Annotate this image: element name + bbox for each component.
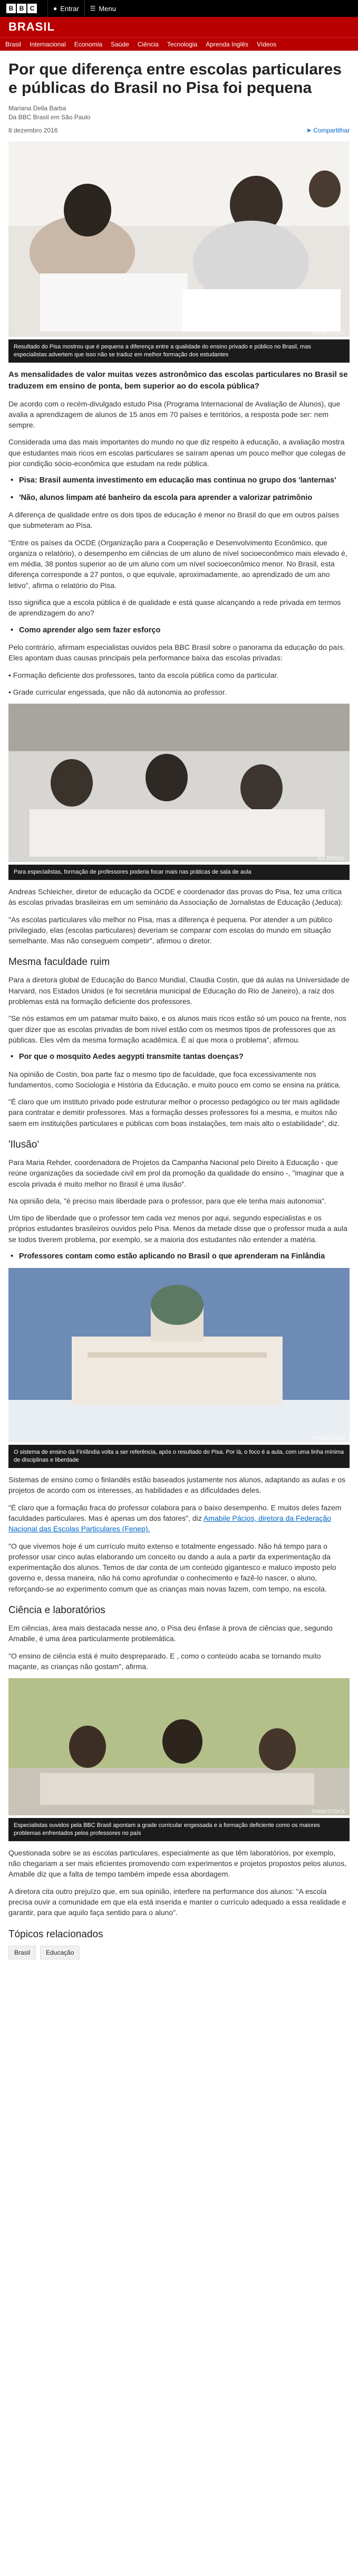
paragraph: Um tipo de liberdade que o professor tem cada vez menos por aqui, segundo especialistas e os próprios estudantes brasileiros ouvidos pelo Pisa. Menos da metade disse que o professor muda a aula se todos tiverem problema, por exemplo, se a maioria dos estudantes não entender a matéria.	[8, 1214, 347, 1244]
paragraph: "O que vivemos hoje é um currículo muito extenso e totalmente engessado. Não há tempo para o professor usar cinco aulas elaborando um conceito ou dando a aula a partir da experimentação da experimentação dos alunos. Temos de dar conta de um conteúdo gigantesco e maluco imposto pelo governo e, dessa maneira, não há como aprofundar o conhecimento e fazê-lo nascer, o aluno, reforçando-se ao experimento comum que as crianças mais novas fazem, com tempo, na escola.	[8, 1541, 336, 1593]
lead-paragraph: As mensalidades de valor muitas vezes astronômico das escolas particulares no Brasil se traduzem em ensino de ponta, bem superior ao do escola pública?	[8, 370, 348, 391]
subheading: Ciência e laboratórios	[8, 1605, 105, 1616]
menu-link[interactable]: Menu	[99, 4, 116, 13]
related-link[interactable]: • Como aprender algo sem fazer esforço	[8, 625, 350, 636]
figure	[8, 1678, 350, 1841]
author-source: Da BBC Brasil em São Paulo	[8, 113, 91, 121]
related-topics	[8, 1946, 350, 1959]
paragraph: Pelo contrário, afirmam especialistas ouvidos pela BBC Brasil sobre o panorama da educação do país. Eles apontam duas causas principais pela performance baixa das escolas privadas:	[8, 642, 345, 662]
related-link[interactable]: • Por que o mosquito Aedes aegypti transmite tantas doenças?	[8, 1052, 350, 1062]
nav-item[interactable]: Ciência	[137, 40, 159, 48]
share-label: Compartilhar	[313, 127, 350, 135]
paragraph: Na opinião de Costin, boa parte faz o mesmo tipo de faculdade, que foca excessivamente nos fundamentos, como Sociologia e História da Educação, e muito pouco em como se ensina na prática.	[8, 1069, 341, 1089]
hero-image	[8, 141, 350, 339]
photo-credit: THINKSTOCK	[311, 1809, 345, 1815]
divider	[47, 0, 48, 17]
paragraph: Sistemas de ensino como o finlandês estão baseados justamente nos alunos, adaptando as aulas e os projetos de acordo com os interesses, as habilidades e as dificuldades deles.	[8, 1475, 345, 1495]
menu-icon: ☰	[90, 5, 96, 12]
hero-caption: Resultado do Pisa mostrou que é pequena a diferença entre a qualidade do ensino privado e público no Brasil, mas especialistas advertem que isso não se traduz em melhor formação dos estudantes	[8, 339, 350, 363]
nav-item[interactable]: Brasil	[5, 40, 22, 48]
related-link[interactable]: • 'Não, alunos limpam até banheiro da escola para aprender a valorizar patrimônio	[8, 493, 350, 503]
paragraph: Para a diretora global de Educação do Banco Mundial, Claudia Costin, que dá aulas na Universidade de Harvard, nos Estados Unidos (e foi secretária municipal de Educação do Rio de Janeiro), a raiz dos problemas está na formação deficiente dos professores.	[8, 976, 350, 1006]
inline-link[interactable]: Amabile Pácios, diretora da Federação Nacional das Escolas Particulares (Fenep).	[8, 1513, 331, 1533]
nav-item[interactable]: Internacional	[30, 40, 66, 48]
signin-link[interactable]: Entrar	[60, 4, 79, 13]
nav-item[interactable]: Vídeos	[256, 40, 277, 48]
paragraph	[8, 1502, 350, 1535]
paragraph: Para Maria Rehder, coordenadora de Projetos da Campanha Nacional pelo Direito à Educação - que reúne organizações da sociedade civil em prol da promoção da qualidade do ensino -, "imaginar que a escola privada é muito melhor no Brasil é uma ilusão".	[8, 1158, 344, 1188]
nav-item[interactable]: Saúde	[111, 40, 129, 48]
paragraph: "O ensino de ciência está é muito despreparado. E , como o conteúdo acaba se tornando muito maçante, as crianças não gostam", afirma.	[8, 1651, 321, 1671]
article	[0, 60, 358, 1959]
classroom-photo	[8, 704, 350, 862]
bbc-logo-letter: B	[6, 4, 16, 13]
nav-item[interactable]: Aprenda Inglês	[206, 40, 248, 48]
paragraph: "É claro que um instituto privado pode estruturar melhor o processo pedagógico ou ter mais agilidade para contratar e demitir professores. Mas a formação desses professores foi a mesma, e muitos não saem em instituições particulares e públicas com boas instalações, tem mais alto o estabilidade", diz.	[8, 1097, 340, 1128]
article-meta	[8, 127, 350, 134]
divider	[84, 0, 85, 17]
related-link[interactable]: • Professores contam como estão aplicando no Brasil o que aprenderam na Finlândia	[8, 1251, 350, 1262]
paragraph: Em ciências, área mais destacada nesse ano, o Pisa deu ênfase à prova de ciências que, segundo Amabile, é uma área particularmente problemática.	[8, 1624, 333, 1643]
paragraph: Questionada sobre se as escolas particulares, especialmente as que têm laboratórios, por exemplo, não chegariam a ser mais eficientes promovendo com experimentos e projetos propostos pelos alunos, Amabile diz que a falta de tempo também impede essa abordagem.	[8, 1848, 347, 1879]
paragraph: "Entre os países da OCDE (Organização para a Cooperação e Desenvolvimento Econômico, que organiza o relatório), o desempenho em ciências de um aluno de nível socioeconômico mais elevado é, em média, 38 pontos superior ao de um aluno com um nível socioeconômico menor. No Brasil, esta diferença corresponde a 27 pontos, o que equivale, aproximadamente, ao aprendizado de um ano letivo", afirma o relatório do Pisa.	[8, 538, 347, 590]
top-bar	[0, 0, 358, 17]
topic-tag[interactable]: Educação	[40, 1946, 80, 1959]
subheading: 'Ilusão'	[8, 1139, 39, 1150]
science-photo	[8, 1678, 350, 1815]
paragraph: • Grade curricular engessada, que não dá autonomia ao professor.	[8, 687, 227, 696]
figure-caption: O sistema de ensino da Finlândia volta a ser referência, após o resultado do Pisa. Por lá, o foco é a aula, com uma linha mínima de disciplinas e liberdade	[8, 1445, 350, 1468]
publish-date: 8 dezembro 2016	[8, 127, 58, 135]
figure-caption: Para especialistas, formação de professores poderia focar mais nas práticas de sala de aula	[8, 865, 350, 880]
bbc-logo-letter: B	[17, 4, 26, 13]
finland-building-image	[8, 1268, 350, 1445]
science-class-image	[8, 1678, 350, 1818]
related-topics-title: Tópicos relacionados	[8, 1928, 103, 1940]
paragraph: De acordo com o recém-divulgado estudo Pisa (Programa Internacional de Avaliação de Alunos), que avalia a aprendizagem de alunos de 15 anos em 70 países e territórios, a resposta pode ser: nem sempre.	[8, 399, 341, 430]
bbc-logo-letter: C	[27, 4, 37, 13]
nav-item[interactable]: Economia	[74, 40, 103, 48]
paragraph: Considerada uma das mais importantes do mundo no que diz respeito à educação, a avaliação mostra que estudantes mais ricos em escolas particulares se saíram apenas um pouco melhor que colegas de pior condição sócio-econômica que estudam na rede pública.	[8, 438, 346, 468]
paragraph: A diferença de qualidade entre os dois tipos de educação é menor no Brasil do que em outros países que submeteram ao Pisa.	[8, 510, 340, 530]
figure	[8, 1268, 350, 1468]
paragraph: Isso significa que a escola pública é de qualidade e está quase alcançando a rede privada em termos de aprendizagem do ano?	[8, 598, 341, 618]
figure	[8, 704, 350, 880]
hero-figure	[8, 141, 350, 363]
paragraph: "As escolas particulares vão melhor no Pisa, mas a diferença é pequena. Por atender a um público privilegiado, elas (escolas particulares) deveriam se comparar com escolas do mundo em situação semelhante. Mas não conseguem competir", afirmou o diretor.	[8, 915, 333, 945]
paragraph: Na opinião dela, "é preciso mais liberdade para o professor, para que ele tenha mais autonomia".	[8, 1196, 326, 1205]
headline: Por que diferença entre escolas particulares e públicas do Brasil no Pisa foi pequena	[8, 61, 342, 97]
section-nav	[0, 37, 358, 51]
paragraph: "Se nós estamos em um patamar muito baixo, e os alunos mais ricos estão só um pouco na frente, nos quer dizer que as escolas privadas de bom nível estão com os mesmos tipos de professores que as públicas. Eles vêm da mesma formação acadêmica. É aí que mora o problema", afirmou.	[8, 1014, 346, 1044]
user-icon: ●	[53, 5, 57, 12]
topic-tag[interactable]: Brasil	[8, 1946, 36, 1959]
related-link[interactable]: • Pisa: Brasil aumenta investimento em educação mas continua no grupo dos 'lanternas'	[8, 475, 350, 486]
author: Mariana Della Barba	[8, 104, 66, 112]
photo-credit: THINKSTOCK	[311, 330, 345, 337]
classroom-image	[8, 704, 350, 865]
building-photo	[8, 1268, 350, 1442]
nav-item[interactable]: Tecnologia	[167, 40, 198, 48]
paragraph: • Formação deficiente dos professores, tanto da escola pública como da particular.	[8, 670, 279, 679]
paragraph: Andreas Schleicher, diretor de educação da OCDE e coordenador das provas do Pisa, fez uma crítica às escolas privadas brasileiras em um seminário da Associação de Jornalistas de Educação (Jeduca):	[8, 887, 343, 907]
figure-caption: Especialistas ouvidos pela BBC Brasil apontam a grade curricular engessada e a formação deficiente como os maiores problemas enfrentados pelos professores no país	[8, 1818, 350, 1841]
paragraph: A diretora cita outro prejuízo que, em sua opinião, interfere na performance dos alunos: "A escola precisa ouvir a comunidade em que ela está inserida e manter o currículo adequado a essa realidade e garantir, para que aquilo faça sentido para o aluno".	[8, 1887, 346, 1917]
photo-credit: AG BRASIL	[317, 856, 345, 862]
section-brand[interactable]: BRASIL	[0, 17, 358, 37]
subheading: Mesma faculdade ruim	[8, 956, 110, 968]
paragraph-text: "É claro que a formação fraca do professor colabora para o baixo desempenho. E muitos deles fazem faculdades particulares. Mas é apenas um dos fatores", diz	[8, 1503, 342, 1522]
students-exam-image	[8, 141, 350, 337]
photo-credit: THINKSTOCK	[311, 1436, 345, 1442]
share-button[interactable]: ➤ Compartilhar	[306, 127, 350, 135]
bbc-logo[interactable]	[6, 4, 37, 13]
byline	[8, 104, 350, 122]
